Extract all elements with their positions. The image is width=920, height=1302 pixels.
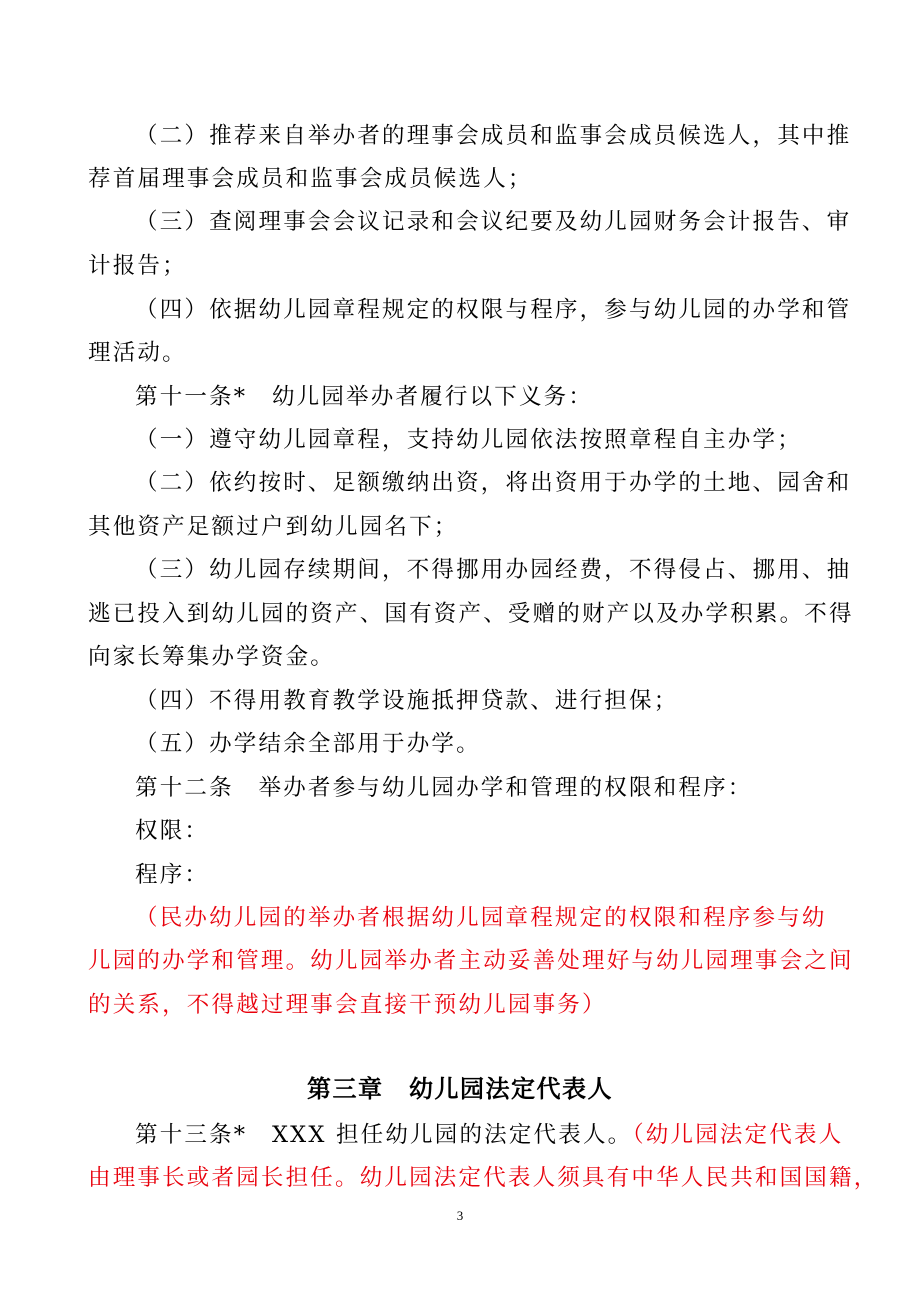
text-line: （二）依约按时、足额缴纳出资，将出资用于办学的土地、园舍和 xyxy=(135,470,852,496)
text-line: （二）推荐来自举办者的理事会成员和监事会成员候选人，其中推 xyxy=(135,123,852,149)
article-13-line xyxy=(135,1120,843,1150)
article-12-heading: 第十二条 举办者参与幼儿园办学和管理的权限和程序： xyxy=(135,775,753,801)
article-13-text: 第十三条* XXX 担任幼儿园的法定代表人。 xyxy=(135,1122,633,1148)
article-11-heading: 第十一条* 幼儿园举办者履行以下义务： xyxy=(135,384,594,410)
article-13-red-note: （幼儿园法定代表人 xyxy=(632,1122,844,1148)
text-line: （一）遵守幼儿园章程，支持幼儿园依法按照章程自主办学； xyxy=(135,427,802,453)
text-line: 程序： xyxy=(135,862,210,888)
text-line: 向家长筹集办学资金。 xyxy=(88,644,336,670)
text-line: 理活动。 xyxy=(88,340,187,366)
chapter-heading: 第三章 幼儿园法定代表人 xyxy=(307,1075,613,1103)
text-line: （三）幼儿园存续期间，不得挪用办园经费，不得侵占、挪用、抽 xyxy=(135,557,852,583)
text-line: 其他资产足额过户到幼儿园名下； xyxy=(88,514,459,540)
text-line: （五）办学结余全部用于办学。 xyxy=(135,731,481,757)
text-line: （四）依据幼儿园章程规定的权限与程序，参与幼儿园的办学和管 xyxy=(135,297,852,323)
red-note-line: 的关系，不得越过理事会直接干预幼儿园事务） xyxy=(88,992,607,1018)
text-line: 荐首届理事会成员和监事会成员候选人； xyxy=(88,166,533,192)
text-line: 逃已投入到幼儿园的资产、国有资产、受赠的财产以及办学积累。不得 xyxy=(88,601,854,627)
page-number: 3 xyxy=(456,1208,464,1223)
text-line: 计报告； xyxy=(88,253,187,279)
text-line: （三）查阅理事会会议记录和会议纪要及幼儿园财务会计报告、审 xyxy=(135,209,852,235)
text-line: （四）不得用教育教学设施抵押贷款、进行担保； xyxy=(135,688,679,714)
red-note-line: 儿园的办学和管理。幼儿园举办者主动妥善处理好与幼儿园理事会之间 xyxy=(88,948,854,974)
text-line: 权限： xyxy=(135,818,210,844)
red-note-line: （民办幼儿园的举办者根据幼儿园章程规定的权限和程序参与幼 xyxy=(135,905,827,931)
red-note-line: 由理事长或者园长担任。幼儿园法定代表人须具有中华人民共和国国籍， xyxy=(88,1165,879,1191)
